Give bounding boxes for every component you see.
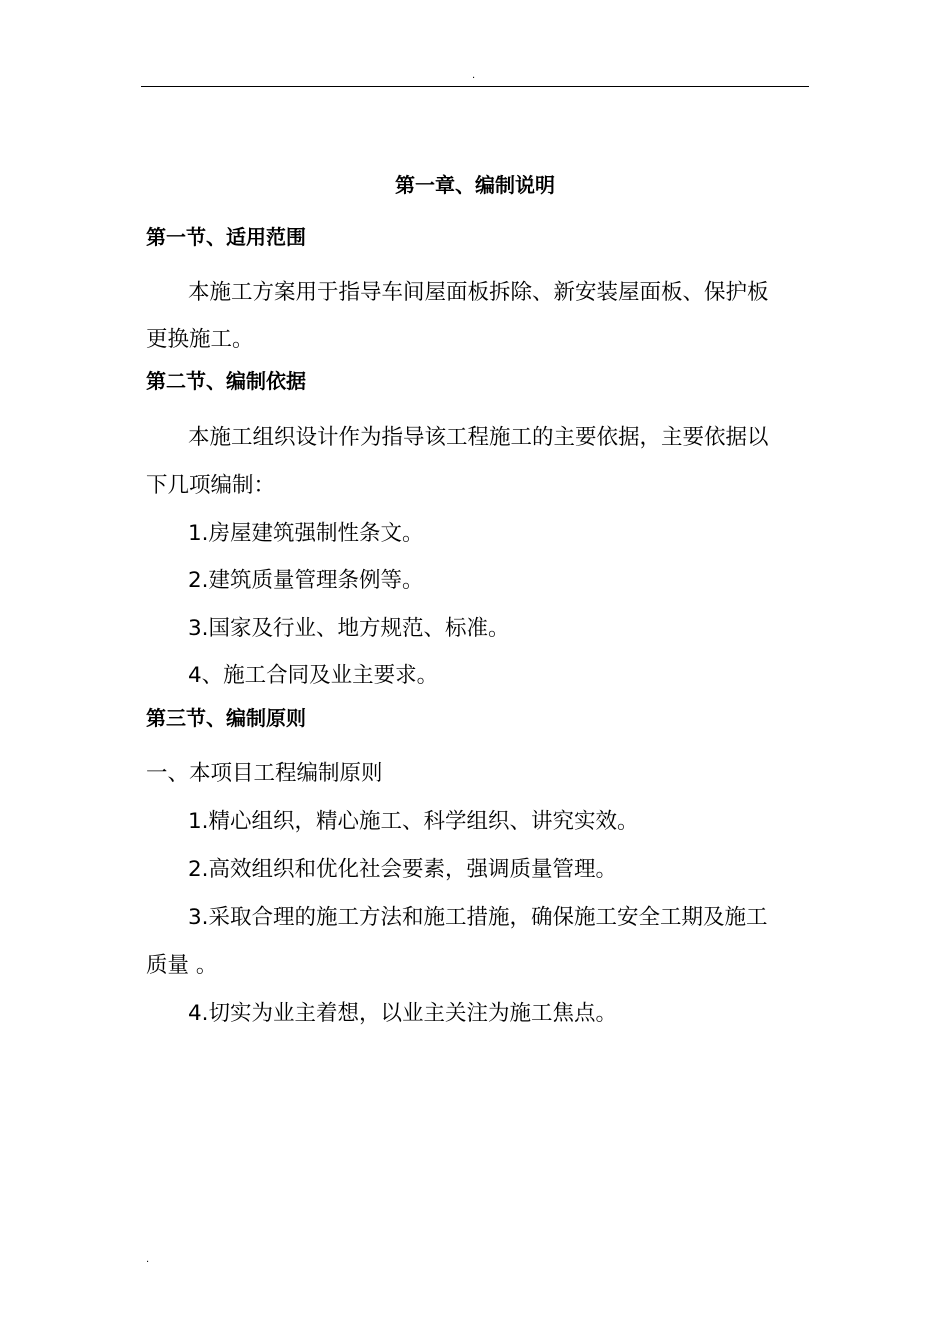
section-heading-1: 第一节、适用范围 — [146, 225, 306, 249]
paragraph-line: 更换施工。 — [146, 327, 254, 352]
header-mark: . — [472, 70, 476, 81]
paragraph-line: 本施工组织设计作为指导该工程施工的主要依据，主要依据以 — [188, 425, 769, 450]
paragraph-line: 本施工方案用于指导车间屋面板拆除、新安装屋面板、保护板 — [188, 280, 769, 305]
list-item: 4、施工合同及业主要求。 — [188, 663, 439, 688]
list-item: 2.高效组织和优化社会要素，强调质量管理。 — [188, 857, 618, 882]
list-item: 4.切实为业主着想，以业主关注为施工焦点。 — [188, 1001, 618, 1026]
list-item: 2.建筑质量管理条例等。 — [188, 568, 424, 593]
paragraph-line: 下几项编制： — [146, 473, 276, 498]
list-item: 3.国家及行业、地方规范、标准。 — [188, 616, 510, 641]
header-rule — [141, 86, 809, 87]
list-item: 3.采取合理的施工方法和施工措施，确保施工安全工期及施工 — [188, 905, 768, 930]
paragraph-line: 质量 。 — [146, 953, 218, 978]
footer-mark: . — [146, 1254, 150, 1265]
list-item: 1.精心组织，精心施工、科学组织、讲究实效。 — [188, 809, 639, 834]
section-heading-3: 第三节、编制原则 — [146, 706, 306, 730]
chapter-title: 第一章、编制说明 — [395, 173, 555, 197]
list-item: 1.房屋建筑强制性条文。 — [188, 521, 424, 546]
section-heading-2: 第二节、编制依据 — [146, 369, 306, 393]
subheading: 一、本项目工程编制原则 — [146, 761, 383, 786]
